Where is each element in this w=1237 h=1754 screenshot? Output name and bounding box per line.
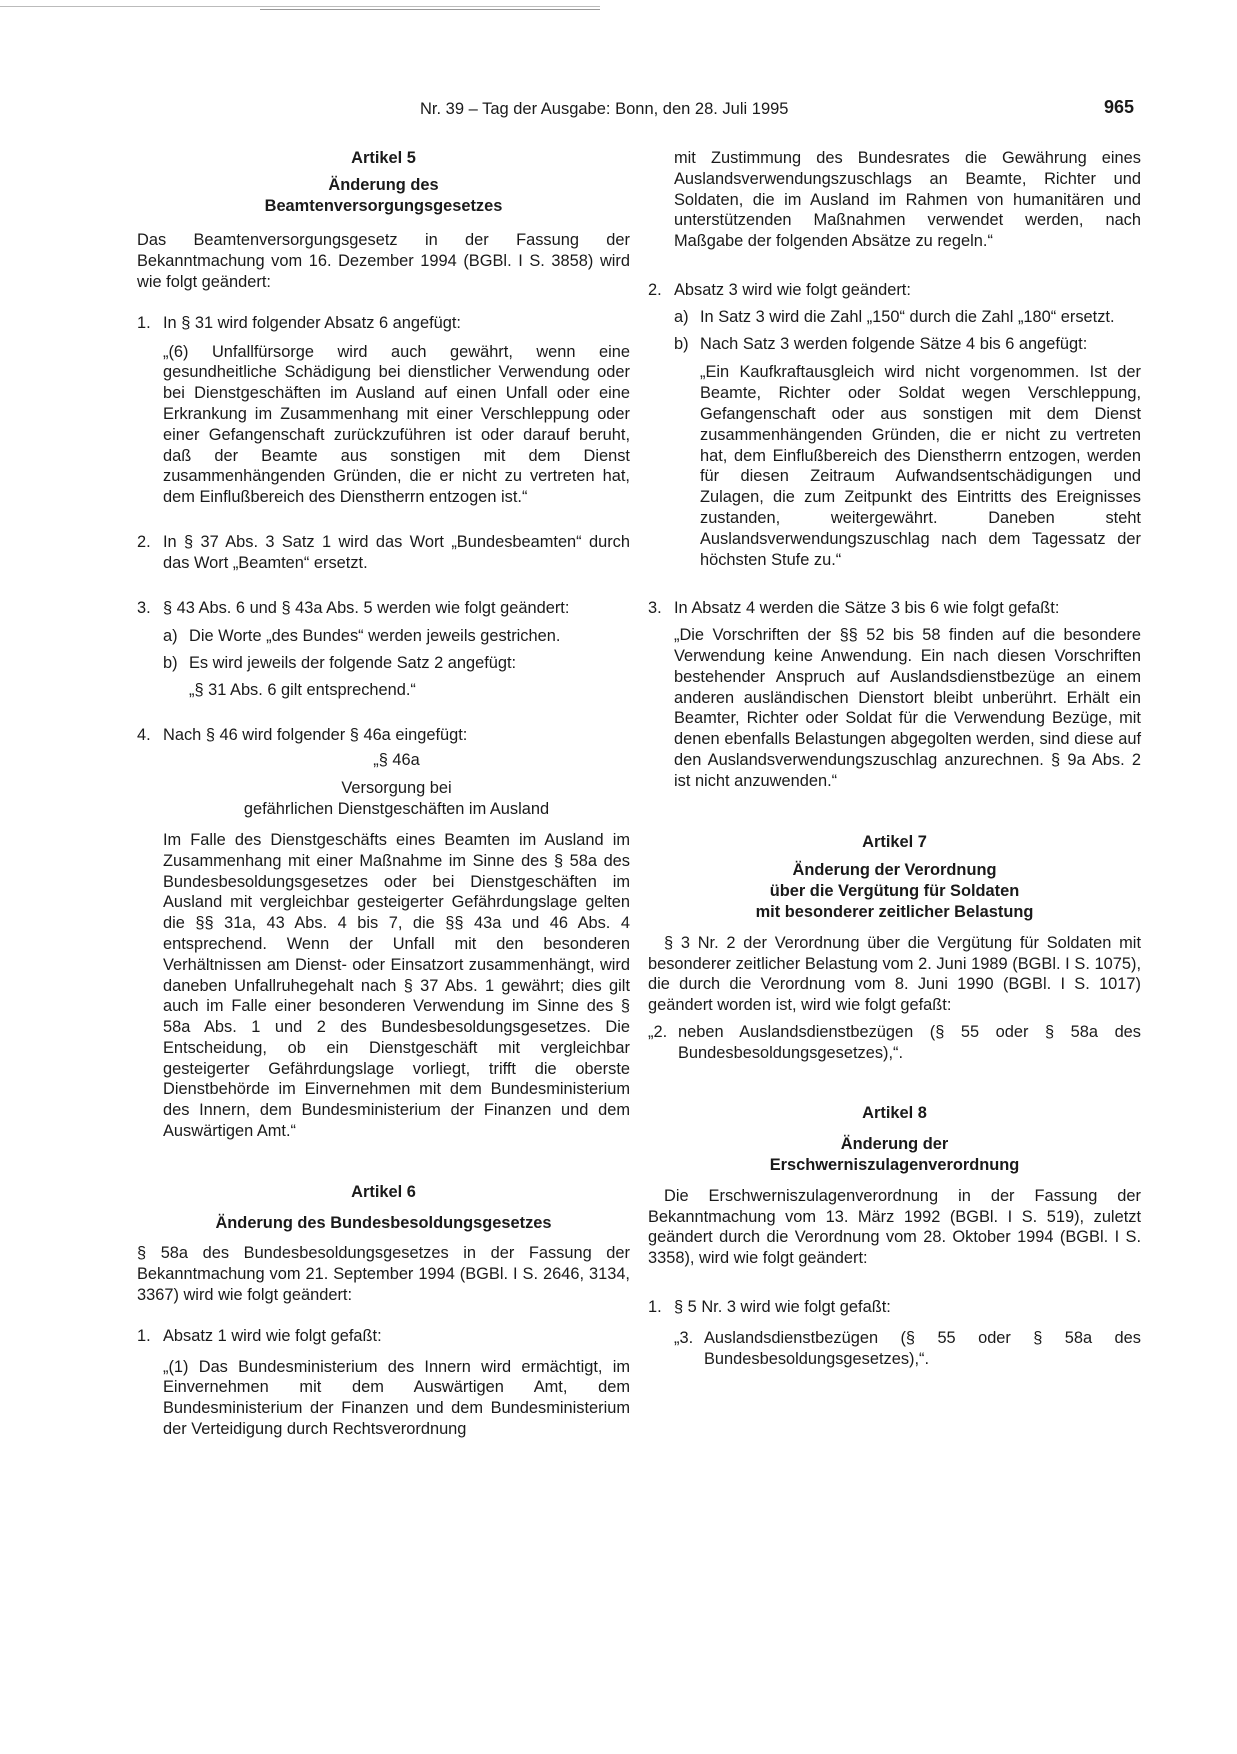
- article-8-label: Artikel 8: [862, 1104, 927, 1123]
- article-5-intro: Das Beamtenversorgungsgesetz in der Fassung der Bekanntmachung vom 16. Dezember 1994 (BGBl. I S. 3858) wird wie folgt geändert:: [137, 231, 630, 291]
- item-number: 4.: [137, 725, 151, 744]
- sub-item-letter: a): [163, 627, 178, 646]
- article-6-intro: § 58a des Bundesbesoldungsgesetzes in der Fassung der Bekanntmachung vom 21. September 1994 (BGBl. I S. 2646, 3134, 3367) wird wie folgt geändert:: [137, 1244, 630, 1305]
- scan-edge-line: [0, 6, 600, 7]
- sub-item: [674, 334, 1141, 355]
- item-text: In § 37 Abs. 3 Satz 1 wird das Wort „Bundesbeamten“ durch das Wort „Beamten“ ersetzt.: [163, 532, 630, 572]
- item-number: 3.: [648, 599, 662, 618]
- quoted-amendment: „(1) Das Bundesministerium des Innern wird ermächtigt, im Einvernehmen mit dem Auswärtigen Amt, dem Bundesministerium der Finanzen und dem Bundesministerium der Verteidigung durch Rechtsverordnung: [163, 1357, 630, 1439]
- quoted-amendment: „Die Vorschriften der §§ 52 bis 58 finden auf die besondere Verwendung keine Anwendung. Ein nach diesen Vorschriften bestehender Anspruch auf Auslandsdienstbezüge an einem anderen ausländischen Dienstort bleibt unberührt. Erhält ein Beamter, Richter oder Soldat für die Verwendung Bezüge, mit denen ebenfalls Belastungen abgegolten werden, sind diese auf den Auslandsverwendungszuschlag anzurechnen. § 9a Abs. 2 ist nicht anzuwenden.“: [674, 626, 1141, 790]
- article-7-label: Artikel 7: [862, 832, 927, 851]
- quoted-amendment: „§ 31 Abs. 6 gilt entsprechend.“: [189, 680, 416, 699]
- section-46a-number: „§ 46a: [373, 750, 420, 769]
- item-text: Nach § 46 wird folgender § 46a eingefügt:: [163, 725, 468, 744]
- item-number: 1.: [137, 313, 151, 332]
- list-item: [137, 532, 630, 574]
- scan-edge-line: [260, 9, 600, 10]
- item-number: 2.: [648, 280, 662, 299]
- quoted-amendment-continued: mit Zustimmung des Bundesrates die Gewährung eines Auslandsverwendungszuschlags an Beamte, Richter und Soldaten, die im Ausland im Rahmen von humanitären und unterstützenden Maßnahmen verwendet werden, nach Maßgabe der folgenden Absätze zu regeln.“: [674, 149, 1141, 251]
- list-item: [137, 313, 630, 334]
- article-5-label: Artikel 5: [351, 149, 416, 167]
- item-text: Auslandsdienstbezügen (§ 55 oder § 58a des Bundesbesoldungsgesetzes),“.: [704, 1328, 1141, 1368]
- item-text: § 43 Abs. 6 und § 43a Abs. 5 werden wie folgt geändert:: [163, 598, 570, 617]
- page-number: 965: [1104, 97, 1135, 117]
- page-header: Nr. 39 – Tag der Ausgabe: Bonn, den 28. Juli 1995: [420, 100, 789, 118]
- item-number: 1.: [137, 1326, 151, 1345]
- item-text: § 5 Nr. 3 wird wie folgt gefaßt:: [674, 1298, 891, 1317]
- article-5-title-line-1: Änderung des: [328, 175, 439, 194]
- article-6-label: Artikel 6: [351, 1182, 416, 1201]
- sub-item-text: Es wird jeweils der folgende Satz 2 angefügt:: [189, 654, 517, 673]
- quoted-amendment: „(6) Unfallfürsorge wird auch gewährt, wenn eine gesundheitliche Schädigung bei dienstlicher Verwendung oder bei Dienstgeschäften im Ausland auf einen Unfall oder eine Erkrankung im Zusammenhang mit einer Verschleppung oder einer Gefangenschaft zurückzuführen ist oder darauf beruht, daß der Beamte aus sonstigen mit dem Dienst zusammenhängenden Gründen, die er nicht zu vertreten hat, dem Einflußbereich des Dienstherrn entzogen ist.“: [163, 342, 630, 507]
- section-46a-title-line-2: gefährlichen Dienstgeschäften im Ausland: [243, 800, 550, 819]
- list-item: [648, 598, 1141, 619]
- item-text: Absatz 3 wird wie folgt geändert:: [674, 280, 911, 299]
- list-item: [648, 280, 1141, 301]
- article-7-title-line-2: über die Vergütung für Soldaten: [769, 882, 1020, 901]
- item-number: 2.: [137, 532, 151, 551]
- article-8-intro: Die Erschwerniszulagenverordnung in der Fassung der Bekanntmachung vom 13. März 1992 (BGBl. I S. 519), zuletzt geändert durch die Verordnung vom 28. Oktober 1994 (BGBl. I S. 3358), wird wie folgt geändert:: [648, 1186, 1141, 1268]
- list-item: [137, 1326, 630, 1347]
- article-7-intro: § 3 Nr. 2 der Verordnung über die Vergütung für Soldaten mit besonderer zeitlicher Belastung vom 2. Juni 1989 (BGBl. I S. 1075), die durch die Verordnung vom 8. Juni 1990 (BGBl. I S. 1017) geändert worden ist, wird wie folgt gefaßt:: [648, 933, 1141, 1015]
- list-item: [137, 725, 630, 746]
- item-text: In § 31 wird folgender Absatz 6 angefügt:: [163, 313, 461, 332]
- item-number: 3.: [137, 598, 151, 617]
- item-number: „2.: [648, 1022, 668, 1041]
- sub-item-letter: a): [674, 307, 689, 326]
- list-item: [674, 1328, 1141, 1370]
- sub-item-text: In Satz 3 wird die Zahl „150“ durch die Zahl „180“ ersetzt.: [700, 307, 1115, 326]
- sub-item-text: Nach Satz 3 werden folgende Sätze 4 bis 6 angefügt:: [700, 334, 1088, 353]
- article-5-title-line-2: Beamtenversorgungsgesetzes: [264, 196, 503, 215]
- sub-item-letter: b): [163, 654, 178, 673]
- list-item: [648, 1297, 1141, 1318]
- sub-item: [163, 653, 630, 674]
- quoted-amendment: „Ein Kaufkraftausgleich wird nicht vorgenommen. Ist der Beamte, Richter oder Soldat wegen Verschleppung, Gefangenschaft oder aus sonstigen mit dem Dienst zusammenhängenden Gründen, die er nicht zu vertreten hat, dem Einflußbereich des Dienstherrn entzogen, werden für diesen Zeitraum Aufwandsentschädigungen und Zulagen, die zum Zeitpunkt des Eintritts des Ereignisses zustanden, weitergewährt. Daneben steht Auslandsverwendungszuschlag nach dem Tagessatz der höchsten Stufe zu.“: [700, 363, 1141, 569]
- right-column: [648, 148, 1141, 1369]
- sub-item: [674, 307, 1141, 328]
- item-number: 1.: [648, 1298, 662, 1317]
- item-text: Absatz 1 wird wie folgt gefaßt:: [163, 1326, 382, 1345]
- article-7-title-line-3: mit besonderer zeitlicher Belastung: [755, 902, 1034, 921]
- article-8-title-line-2: Erschwerniszulagenverordnung: [769, 1156, 1020, 1175]
- item-number: „3.: [674, 1328, 694, 1347]
- article-7-title-line-1: Änderung der Verordnung: [792, 861, 997, 880]
- list-item: [137, 598, 630, 619]
- sub-item-text: Die Worte „des Bundes“ werden jeweils gestrichen.: [189, 627, 561, 646]
- left-column: [137, 148, 630, 1440]
- section-46a-title-line-1: Versorgung bei: [341, 779, 452, 798]
- sub-item-letter: b): [674, 334, 689, 353]
- item-text: neben Auslandsdienstbezügen (§ 55 oder § 58a des Bundesbesoldungsgesetzes),“.: [678, 1022, 1141, 1062]
- article-6-title: Änderung des Bundesbesoldungsgesetzes: [215, 1213, 552, 1232]
- sub-item: [163, 626, 630, 647]
- article-8-title-line-1: Änderung der: [840, 1135, 949, 1154]
- section-46a-body: Im Falle des Dienstgeschäfts eines Beamten im Ausland im Zusammenhang mit einer Maßnahme im Sinne des § 58a des Bundesbesoldungsgesetzes oder bei Dienstgeschäften im Ausland mit vergleichbar gesteigerter Gefährdungslage gelten die §§ 31a, 43 Abs. 4 bis 7, die §§ 43a und 46 Abs. 4 entsprechend. Wenn der Unfall mit den besonderen Verhältnissen am Dienst- oder Einsatzort zusammenhängt, wird daneben Unfallruhegehalt nach § 37 Abs. 1 gewährt; dies gilt auch im Falle einer besonderen Verwendung im Sinne des § 58a Abs. 1 und 2 des Bundesbesoldungsgesetzes. Die Entscheidung, ob ein Dienstgeschäft mit vergleichbar gesteigerter Gefährdungslage vorliegt, trifft die oberste Dienstbehörde im Einvernehmen mit dem Bundesministerium des Innern, dem Bundesministerium der Finanzen und dem Auswärtigen Amt.“: [163, 830, 630, 1141]
- item-text: In Absatz 4 werden die Sätze 3 bis 6 wie folgt gefaßt:: [674, 599, 1060, 618]
- list-item: [648, 1022, 1141, 1064]
